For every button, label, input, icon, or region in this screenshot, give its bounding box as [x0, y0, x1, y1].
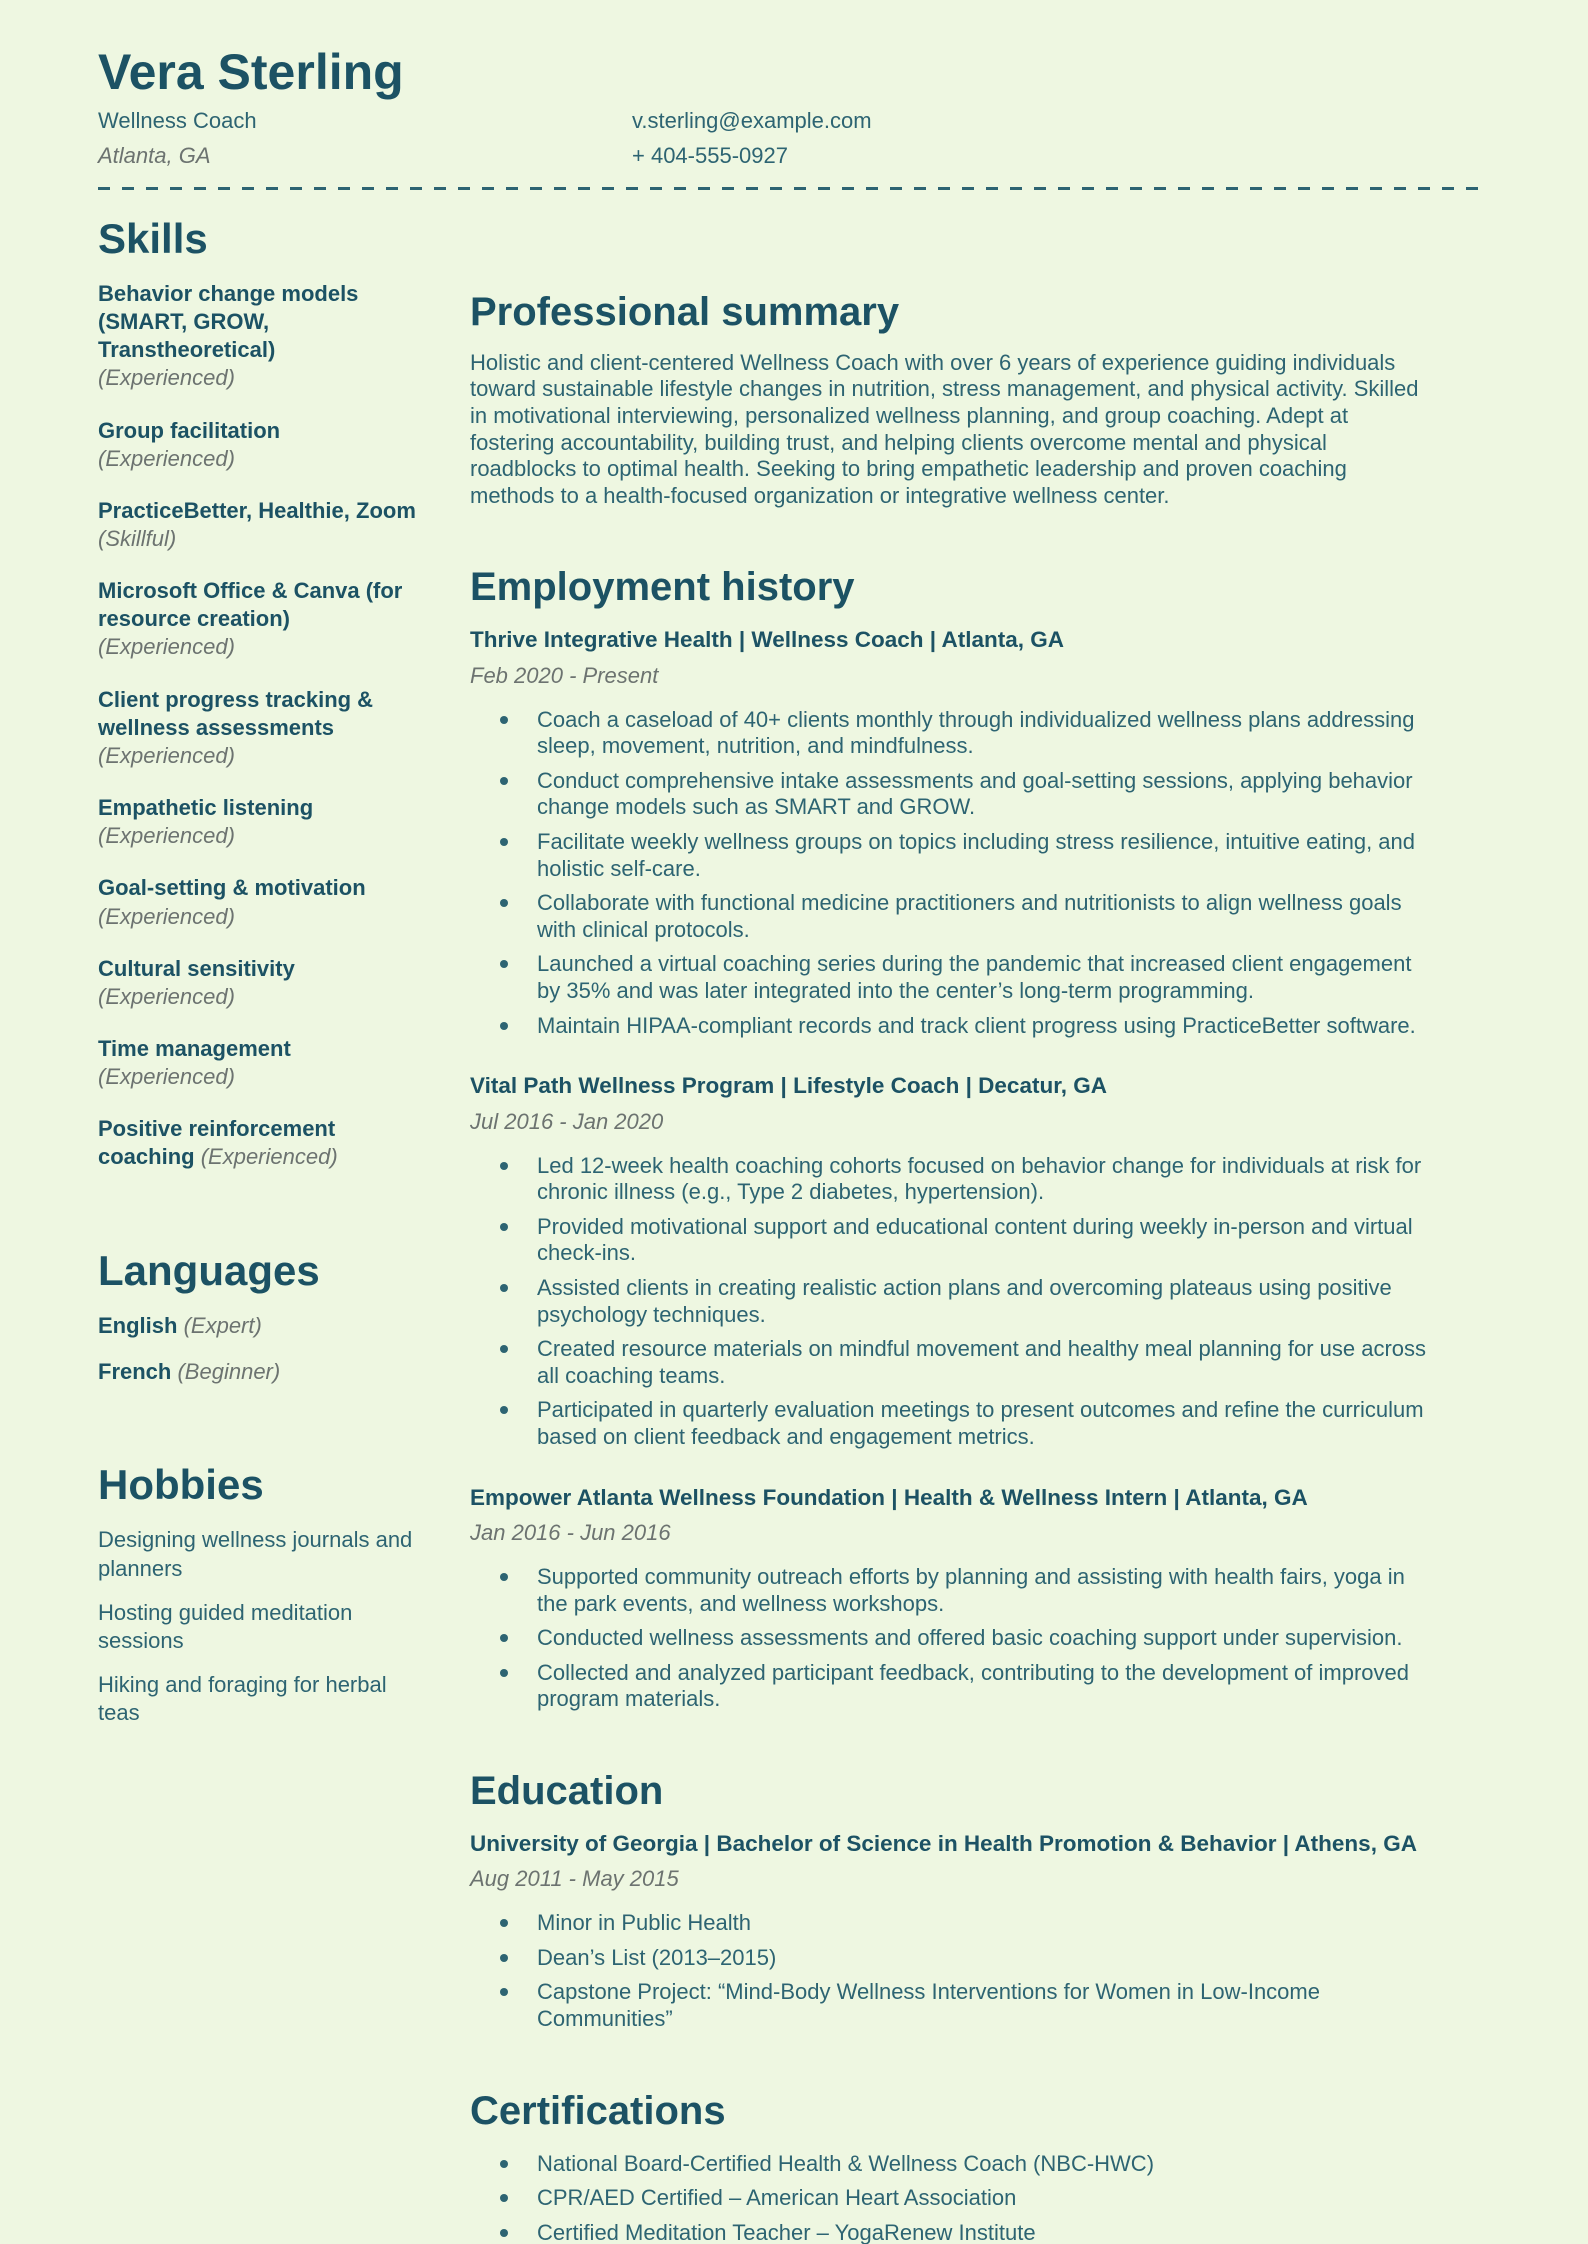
job-bullet: [470, 1153, 1430, 1206]
header-meta: [98, 107, 1490, 171]
certification-item: [470, 2220, 1430, 2244]
education-dates: Aug 2011 - May 2015: [470, 1866, 679, 1892]
skills-list: [98, 280, 418, 1172]
resume-columns: [98, 190, 1490, 2244]
skill-level: (Experienced): [98, 983, 235, 1009]
skill-name: Goal-setting & motivation: [98, 875, 366, 901]
certification-text: National Board-Certified Health & Wellness Coach (NBC-HWC): [537, 2150, 1155, 2176]
job-entry: [470, 1483, 1430, 1713]
hobby-item: [98, 1671, 418, 1728]
education-bullet-text: Dean’s List (2013–2015): [537, 1944, 777, 1970]
skill-level: (Experienced): [98, 903, 235, 929]
candidate-phone: + 404-555-0927: [632, 143, 788, 169]
skill-name: Cultural sensitivity: [98, 955, 295, 981]
employment-section: [470, 565, 1430, 1713]
main-column: [470, 190, 1430, 2244]
job-bullet-text: Coach a caseload of 40+ clients monthly through individualized wellness plans addressing sleep, movement, nutrition, and mindfulness.: [537, 706, 1415, 759]
education-bullet-text: Minor in Public Health: [537, 1910, 751, 1936]
skill-level: (Experienced): [98, 634, 235, 660]
hobbies-list: [98, 1526, 418, 1728]
education-title: University of Georgia | Bachelor of Science in Health Promotion & Behavior | Athens, GA: [470, 1830, 1417, 1856]
candidate-location: Atlanta, GA: [98, 143, 211, 169]
education-bullet: [470, 1910, 1430, 1937]
job-bullets: [470, 707, 1430, 1040]
language-level: (Expert): [183, 1312, 262, 1338]
skill-item: [98, 874, 418, 930]
skills-heading: Skills: [98, 214, 208, 262]
job-bullet-text: Maintain HIPAA-compliant records and track client progress using PracticeBetter software.: [537, 1012, 1416, 1038]
job-bullet-text: Conducted wellness assessments and offered basic coaching support under supervision.: [537, 1625, 1403, 1651]
skill-item: [98, 1115, 418, 1171]
job-title: Thrive Integrative Health | Wellness Coach | Atlanta, GA: [470, 627, 1064, 653]
resume-header: [98, 46, 1490, 190]
job-bullet: [470, 890, 1430, 943]
skill-level: (Experienced): [98, 445, 235, 471]
language-item: [98, 1312, 418, 1340]
hobbies-heading: Hobbies: [98, 1461, 264, 1509]
education-bullet: [470, 1979, 1430, 2032]
job-bullet-text: Created resource materials on mindful movement and healthy meal planning for use across all coaching teams.: [537, 1336, 1427, 1388]
job-entry: [470, 625, 1430, 1039]
education-section: [470, 1769, 1430, 2033]
job-bullet: [470, 1013, 1430, 1040]
hobby-text: Hosting guided meditation sessions: [98, 1599, 353, 1654]
job-bullets: [470, 1564, 1430, 1713]
job-bullet-text: Led 12-week health coaching cohorts focused on behavior change for individuals at risk for chronic illness (e.g., Type 2 diabetes, hypertension).: [537, 1152, 1422, 1205]
skill-level: (Experienced): [98, 742, 235, 768]
skill-item: [98, 686, 418, 770]
language-name: English: [98, 1312, 178, 1338]
job-bullet: [470, 1397, 1430, 1450]
job-bullet: [470, 1564, 1430, 1617]
job-dates: Feb 2020 - Present: [470, 662, 659, 688]
candidate-name: Vera Sterling: [98, 44, 404, 100]
language-level: (Beginner): [177, 1358, 281, 1384]
job-bullet-text: Conduct comprehensive intake assessments and goal-setting sessions, applying behavior change models such as SMART and GROW.: [537, 767, 1413, 820]
skill-item: [98, 577, 418, 661]
employment-heading: Employment history: [470, 565, 855, 610]
education-entry: [470, 1829, 1430, 2033]
job-bullets: [470, 1153, 1430, 1451]
skill-item: [98, 497, 418, 553]
job-bullet: [470, 1275, 1430, 1328]
job-title: Empower Atlanta Wellness Foundation | Health & Wellness Intern | Atlanta, GA: [470, 1484, 1308, 1510]
certifications-list: [470, 2151, 1430, 2244]
job-bullet-text: Supported community outreach efforts by planning and assisting with health fairs, yoga in the park events, and wellness workshops.: [537, 1563, 1405, 1616]
job-bullet: [470, 829, 1430, 882]
skill-name: Microsoft Office & Canva (for resource creation): [98, 578, 403, 632]
job-bullet-text: Collaborate with functional medicine practitioners and nutritionists to align wellness goals with clinical protocols.: [537, 890, 1402, 942]
header-meta-right: [632, 107, 872, 171]
skills-section: [98, 216, 418, 1172]
skill-item: [98, 955, 418, 1011]
job-bullet-text: Participated in quarterly evaluation meetings to present outcomes and refine the curriculum based on client feedback and engagement metrics.: [537, 1397, 1424, 1450]
hobby-item: [98, 1526, 418, 1583]
skill-level: (Experienced): [98, 1064, 235, 1090]
hobby-text: Designing wellness journals and planners: [98, 1527, 413, 1581]
job-bullet: [470, 1660, 1430, 1713]
languages-section: [98, 1248, 418, 1387]
job-bullet: [470, 768, 1430, 821]
language-name: French: [98, 1358, 172, 1384]
language-item: [98, 1358, 418, 1386]
job-bullet-text: Provided motivational support and educational content during weekly in-person and virtual check-ins.: [537, 1213, 1413, 1266]
candidate-email: v.sterling@example.com: [632, 107, 872, 133]
education-bullet-text: Capstone Project: “Mind-Body Wellness Interventions for Women in Low-Income Communities”: [537, 1979, 1320, 2032]
skill-item: [98, 794, 418, 850]
skill-name: PracticeBetter, Healthie, Zoom: [98, 497, 416, 523]
header-meta-left: [98, 107, 632, 171]
job-bullet: [470, 707, 1430, 760]
hobby-text: Hiking and foraging for herbal teas: [98, 1671, 387, 1726]
education-bullet: [470, 1945, 1430, 1972]
candidate-job-title: Wellness Coach: [98, 107, 257, 133]
skill-name: Time management: [98, 1036, 291, 1061]
skill-name: Client progress tracking & wellness assessments: [98, 686, 374, 740]
summary-heading: Professional summary: [470, 289, 900, 334]
skill-name: Behavior change models (SMART, GROW, Transtheoretical): [98, 280, 359, 363]
hobbies-section: [98, 1462, 418, 1728]
job-bullet: [470, 1336, 1430, 1389]
summary-section: [470, 290, 1430, 510]
sidebar: [98, 190, 418, 1743]
job-bullet-text: Assisted clients in creating realistic action plans and overcoming plateaus using positive psychology techniques.: [537, 1274, 1392, 1327]
languages-heading: Languages: [98, 1246, 320, 1294]
job-title: Vital Path Wellness Program | Lifestyle Coach | Decatur, GA: [470, 1073, 1107, 1099]
skill-level: (Experienced): [98, 823, 235, 849]
skill-level: (Experienced): [200, 1144, 338, 1170]
job-bullet: [470, 951, 1430, 1004]
education-heading: Education: [470, 1768, 664, 1813]
skill-level: (Skillful): [98, 525, 177, 551]
job-dates: Jan 2016 - Jun 2016: [470, 1519, 671, 1545]
certifications-heading: Certifications: [470, 2088, 726, 2133]
certification-text: CPR/AED Certified – American Heart Association: [537, 2185, 1017, 2211]
skill-item: [98, 280, 418, 393]
certification-item: [470, 2151, 1430, 2178]
hobby-item: [98, 1599, 418, 1656]
certification-item: [470, 2185, 1430, 2212]
job-entry: [470, 1071, 1430, 1450]
skill-name: Empathetic listening: [98, 795, 314, 821]
job-bullet-text: Collected and analyzed participant feedback, contributing to the development of improved program materials.: [537, 1659, 1409, 1712]
job-bullet: [470, 1214, 1430, 1267]
languages-list: [98, 1312, 418, 1386]
skill-level: (Experienced): [98, 365, 235, 391]
certification-text: Certified Meditation Teacher – YogaRenew Institute: [537, 2219, 1036, 2244]
skill-item: [98, 417, 418, 473]
skill-name: Positive reinforcement coaching: [98, 1116, 336, 1170]
job-bullet-text: Facilitate weekly wellness groups on topics including stress resilience, intuitive eating, and holistic self-care.: [537, 829, 1416, 881]
job-bullet-text: Launched a virtual coaching series during the pandemic that increased client engagement by 35% and was later integrated into the center’s long-term programming.: [537, 951, 1412, 1004]
skill-item: [98, 1035, 418, 1091]
education-bullets: [470, 1910, 1430, 2032]
skill-name: Group facilitation: [98, 417, 281, 443]
certifications-section: [470, 2089, 1430, 2244]
summary-text: Holistic and client-centered Wellness Coach with over 6 years of experience guiding individuals toward sustainable lifestyle changes in nutrition, stress management, and physical activity. Skilled in motivational interviewing, personalized wellness planning, and group coaching. Adept at fostering accountability, building trust, and helping clients overcome mental and physical roadblocks to optimal health. Seeking to bring empathetic leadership and proven coaching methods to a health-focused organization or integrative wellness center.: [470, 349, 1419, 508]
job-dates: Jul 2016 - Jan 2020: [470, 1108, 664, 1134]
job-bullet: [470, 1625, 1430, 1652]
